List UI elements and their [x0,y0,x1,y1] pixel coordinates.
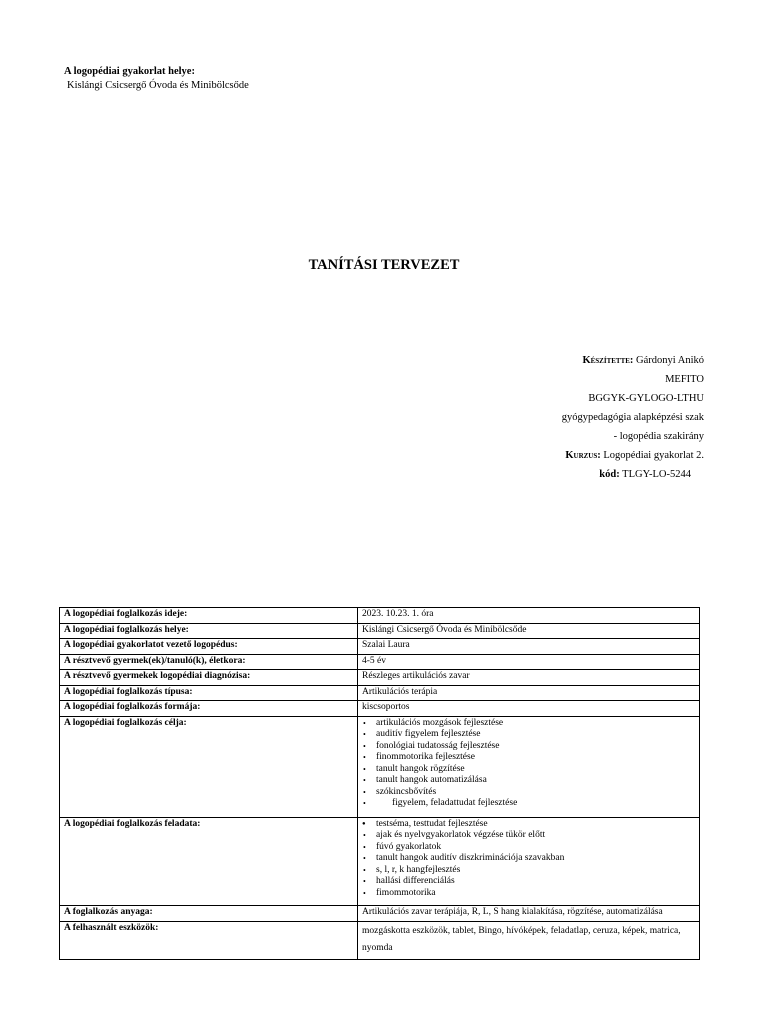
table-row [60,685,700,701]
tasks-list [362,819,695,900]
cell-spacer [362,810,695,815]
list-item: • tanult hangok automatizálása [362,775,695,787]
table-row [60,608,700,624]
code-value: TLGY-LO-5244 [622,469,691,480]
row-value: kiscsoportos [358,701,700,717]
goals-list [362,718,695,810]
table-row-tools [60,921,700,959]
row-value: 2023. 10.23. 1. óra [358,608,700,624]
row-label: A résztvevő gyermekek logopédiai diagnózisa: [60,670,358,686]
row-label: A résztvevő gyermek(ek)/tanuló(k), életkora: [60,654,358,670]
list-item: • fúvó gyakorlatok [362,842,695,854]
row-label: A logopédiai foglalkozás típusa: [60,685,358,701]
list-item: • fonológiai tudatosság fejlesztése [362,741,695,753]
list-item: • hallási differenciálás [362,876,695,888]
row-label: A logopédiai gyakorlatot vezető logopédus: [60,639,358,655]
author-line-3: gyógypedagógia alapképzési szak [561,412,704,423]
author-line-2: BGGYK-GYLOGO-LTHU [588,393,704,404]
made-by-value: Gárdonyi Anikó [636,355,704,366]
material-label: A foglalkozás anyaga: [60,906,358,922]
row-label: A logopédiai foglalkozás formája: [60,701,358,717]
list-item: • ajak és nyelvgyakorlatok végzése tükör előtt [362,830,695,842]
list-item: • figyelem, feladattudat fejlesztése [362,798,695,810]
row-value: Részleges artikulációs zavar [358,670,700,686]
table-row-material [60,906,700,922]
course-value: Logopédiai gyakorlat 2. [603,450,704,461]
list-item: • artikulációs mozgások fejlesztése [362,718,695,730]
course-line [562,446,704,465]
table-row-goals [60,716,700,817]
cell-spacer [362,899,695,903]
practice-place-label: A logopédiai gyakorlat helye: [64,66,195,77]
code-line [562,465,704,484]
table-row [60,701,700,717]
list-item: • tanult hangok auditív diszkriminációja szavakban [362,853,695,865]
author-line-1: MEFITO [665,374,704,385]
tasks-label: A logopédiai foglalkozás feladata: [60,817,358,906]
row-label: A logopédiai foglalkozás ideje: [60,608,358,624]
row-label: A logopédiai foglalkozás helye: [60,623,358,639]
practice-place-block [64,65,249,93]
author-block [562,351,704,484]
row-value: Kislángi Csicsergő Óvoda és Minibölcsőde [358,623,700,639]
practice-place-value: Kislángi Csicsergő Óvoda és Minibölcsőde [67,80,249,91]
material-value: Artikulációs zavar terápiája, R, L, S hang kialakítása, rögzítése, automatizálása [358,906,700,922]
list-item: • szókincsbővítés [362,787,695,799]
list-item: • finommotorika fejlesztése [362,752,695,764]
list-item: • s, l, r, k hangfejlesztés [362,865,695,877]
list-item: • auditív figyelem fejlesztése [362,729,695,741]
course-label: Kurzus: [565,450,601,461]
author-line-4: - logopédia szakirány [613,431,704,442]
row-value: Szalai Laura [358,639,700,655]
table-row [60,654,700,670]
table-row-tasks [60,817,700,906]
tools-label: A felhasznált eszközök: [60,921,358,959]
row-value: 4-5 év [358,654,700,670]
table-row [60,670,700,686]
made-by-label: Készítette: [582,355,634,366]
tasks-cell [358,817,700,906]
row-value: Artikulációs terápia [358,685,700,701]
table-row [60,639,700,655]
code-label: kód: [599,469,620,480]
list-item: • tanult hangok rögzítése [362,764,695,776]
document-title: TANÍTÁSI TERVEZET [308,257,460,273]
goals-cell [358,716,700,817]
goals-label: A logopédiai foglalkozás célja: [60,716,358,817]
tools-value: mozgáskotta eszközök, tablet, Bingo, hívóképek, feladatlap, ceruza, képek, matrica, nyomda [358,921,700,959]
list-item: • fimommotorika [362,888,695,900]
lesson-plan-table [59,607,700,960]
list-item: ● testséma, testtudat fejlesztése [362,819,695,831]
table-row [60,623,700,639]
made-by-line [562,351,704,370]
